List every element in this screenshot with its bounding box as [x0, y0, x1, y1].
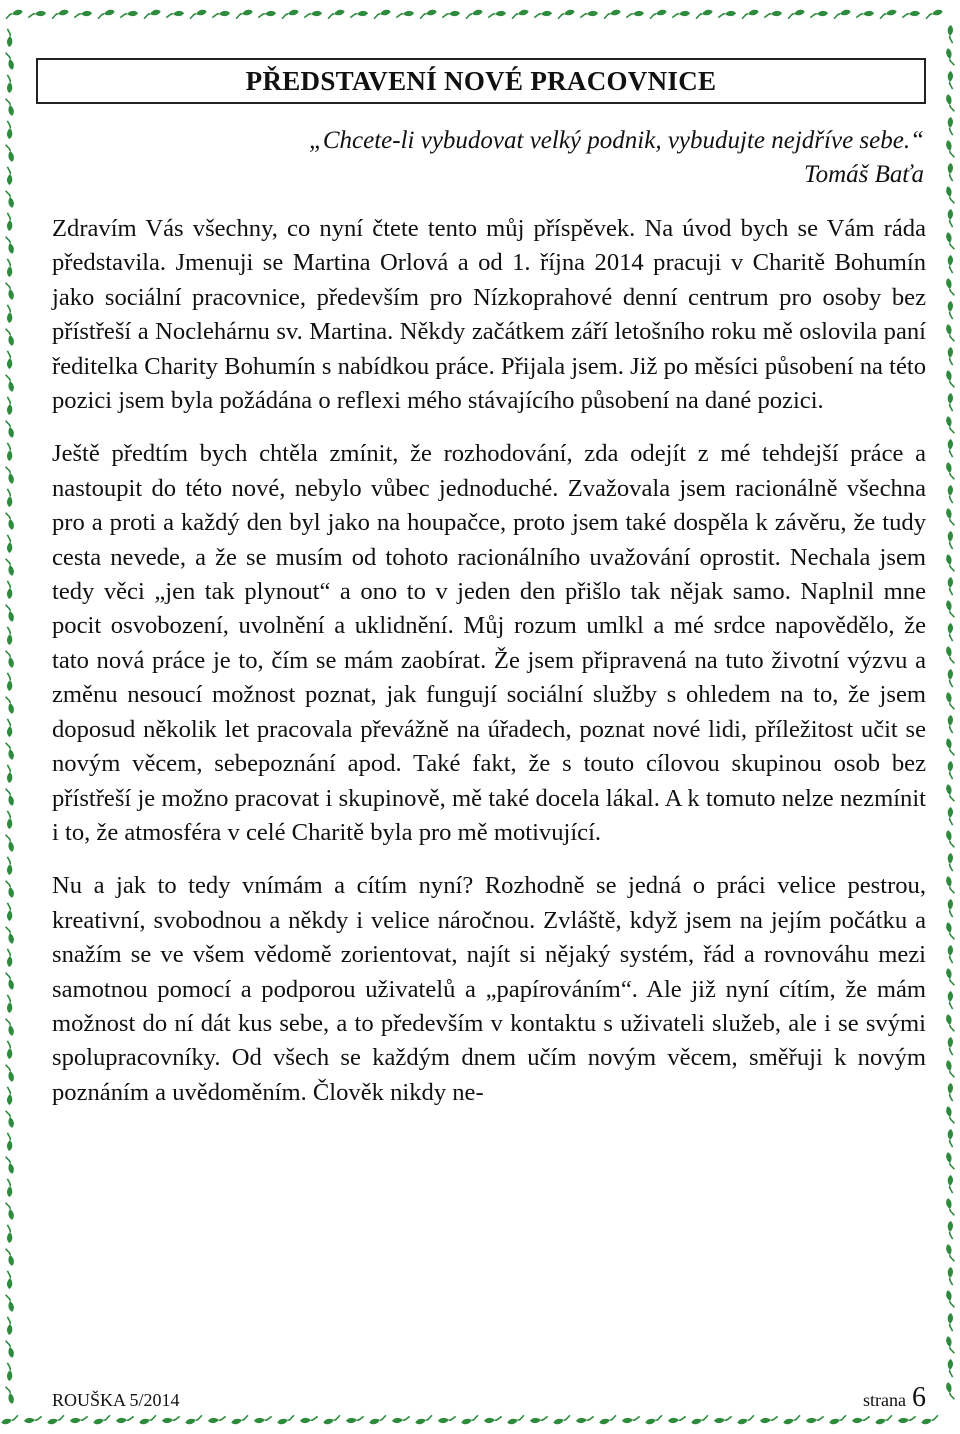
vine-leaf [6, 259, 13, 277]
vine-leaf [6, 443, 13, 461]
vine-leaf [557, 9, 576, 19]
article [52, 58, 926, 1110]
vine-leaf [947, 393, 954, 411]
vine-leaf [6, 581, 13, 599]
vine-leaf [945, 278, 954, 297]
vine-leaf [97, 9, 116, 19]
vine-leaf [6, 1363, 13, 1381]
vine-leaf [534, 10, 552, 17]
vine-leaf [947, 485, 954, 503]
vine-leaf [945, 508, 954, 527]
vine-leaf [258, 10, 276, 17]
vine-leaf [947, 945, 954, 963]
vine-leaf [507, 1415, 526, 1425]
vine-leaf [143, 9, 162, 19]
vine-leaf [6, 719, 13, 737]
vine-leaf [945, 1152, 954, 1171]
vine-leaf [74, 10, 92, 17]
vine-leaf [51, 9, 70, 19]
vine-leaf [6, 1202, 15, 1221]
page-label: strana [863, 1390, 906, 1410]
vine-leaf [945, 186, 954, 205]
vine-leaf [945, 922, 954, 941]
vine-leaf [947, 531, 954, 549]
vine-leaf [947, 1037, 954, 1055]
vine-leaf [6, 1317, 13, 1335]
vine-leaf [6, 305, 13, 323]
vine-leaf [6, 75, 13, 93]
vine-leaf [856, 10, 874, 17]
vine-leaf [6, 1225, 13, 1243]
vine-leaf [947, 1083, 954, 1101]
vine-leaf [484, 1416, 502, 1423]
vine-leaf [945, 830, 954, 849]
motto [52, 124, 926, 192]
vine-leaf [649, 9, 668, 19]
vine-leaf [945, 554, 954, 573]
motto-quote: „Chcete-li vybudovat velký podnik, vybudujte nejdříve sebe.“ [308, 127, 924, 154]
vine-leaf [6, 627, 13, 645]
vine-leaf [691, 1415, 710, 1425]
vine-leaf [947, 1267, 954, 1285]
vine-leaf [6, 742, 15, 761]
vine-leaf [47, 1415, 66, 1425]
vine-leaf [235, 9, 254, 19]
vine-leaf [6, 604, 15, 623]
vine-leaf [902, 10, 920, 17]
vine-leaf [189, 9, 208, 19]
vine-leaf [530, 1416, 548, 1423]
vine-leaf [6, 1064, 15, 1083]
vine-leaf [6, 236, 15, 255]
vine-leaf [714, 1416, 732, 1423]
vine-leaf [139, 1415, 158, 1425]
page-number: 6 [912, 1382, 926, 1413]
vine-leaf [947, 71, 954, 89]
vine-leaf [622, 1416, 640, 1423]
vine-leaf [511, 9, 530, 19]
vine-leaf [925, 9, 944, 19]
vine-leaf [28, 10, 46, 17]
vine-leaf [6, 1018, 15, 1037]
vine-leaf [6, 811, 13, 829]
vine-leaf [6, 1294, 15, 1313]
vine-leaf [373, 9, 392, 19]
vine-leaf [580, 10, 598, 17]
vine-leaf [6, 52, 15, 71]
vine-leaf [626, 10, 644, 17]
vine-leaf [810, 10, 828, 17]
vine-leaf [93, 1415, 112, 1425]
vine-leaf [945, 876, 954, 895]
vine-leaf [668, 1416, 686, 1423]
vine-leaf [764, 10, 782, 17]
vine-leaf [6, 1271, 13, 1289]
vine-leaf [945, 784, 954, 803]
vine-leaf [5, 9, 24, 19]
vine-leaf [945, 370, 954, 389]
vine-leaf [852, 1416, 870, 1423]
vine-leaf [6, 512, 15, 531]
vine-leaf [576, 1416, 594, 1423]
vine-leaf [947, 807, 954, 825]
vine-leaf [6, 650, 15, 669]
vine-leaf [945, 1060, 954, 1079]
vine-leaf [323, 1415, 342, 1425]
vine-leaf [438, 1416, 456, 1423]
vine-leaf [945, 646, 954, 665]
vine-leaf [945, 1014, 954, 1033]
vine-leaf [945, 1290, 954, 1309]
vine-leaf [6, 1248, 15, 1267]
vine-leaf [947, 715, 954, 733]
vine-leaf [6, 880, 15, 899]
vine-leaf [6, 121, 13, 139]
vine-leaf [947, 347, 954, 365]
vine-leaf [6, 98, 15, 117]
vine-leaf [829, 1415, 848, 1425]
vine-leaf [6, 328, 15, 347]
article-title: PŘEDSTAVENÍ NOVÉ PRACOVNICE [36, 58, 926, 104]
vine-leaf [281, 9, 300, 19]
vine-leaf [6, 788, 15, 807]
vine-leaf [6, 535, 13, 553]
vine-leaf [6, 834, 15, 853]
vine-leaf [947, 761, 954, 779]
vine-leaf [6, 1133, 13, 1151]
vine-leaf [947, 301, 954, 319]
vine-leaf [947, 439, 954, 457]
vine-leaf [879, 9, 898, 19]
vine-leaf [945, 140, 954, 159]
vine-leaf [945, 600, 954, 619]
vine-leaf [6, 926, 15, 945]
vine-leaf [898, 1416, 916, 1423]
vine-leaf [741, 9, 760, 19]
vine-leaf [945, 94, 954, 113]
vine-leaf [945, 416, 954, 435]
vine-leaf [6, 167, 13, 185]
vine-leaf [947, 117, 954, 135]
vine-leaf [645, 1415, 664, 1425]
vine-leaf [945, 1106, 954, 1125]
vine-leaf [945, 1198, 954, 1217]
vine-leaf [945, 232, 954, 251]
vine-leaf [945, 1382, 954, 1401]
vine-leaf [6, 1386, 15, 1405]
vine-leaf [553, 1415, 572, 1425]
vine-leaf [6, 765, 13, 783]
vine-leaf [875, 1415, 894, 1425]
vine-leaf [6, 558, 15, 577]
vine-leaf [806, 1416, 824, 1423]
vine-leaf [116, 1416, 134, 1423]
vine-leaf [419, 9, 438, 19]
vine-leaf [6, 1156, 15, 1175]
vine-leaf [277, 1415, 296, 1425]
vine-leaf [947, 623, 954, 641]
vine-leaf [415, 1415, 434, 1425]
vine-leaf [212, 10, 230, 17]
vine-leaf [921, 1415, 940, 1425]
page-footer [52, 1382, 926, 1414]
vine-leaf [6, 489, 13, 507]
vine-leaf [6, 1041, 13, 1059]
vine-leaf [947, 163, 954, 181]
vine-leaf [6, 673, 13, 691]
publication-name: ROUŠKA 5/2014 [52, 1390, 180, 1410]
vine-leaf [442, 10, 460, 17]
vine-leaf [6, 29, 13, 47]
vine-leaf [6, 420, 15, 439]
vine-leaf [185, 1415, 204, 1425]
vine-leaf [6, 374, 15, 393]
page-indicator [863, 1382, 926, 1414]
vine-leaf [6, 949, 13, 967]
vine-leaf [300, 1416, 318, 1423]
vine-leaf [6, 903, 13, 921]
vine-leaf [945, 692, 954, 711]
vine-leaf [346, 1416, 364, 1423]
vine-leaf [6, 972, 15, 991]
vine-leaf [695, 9, 714, 19]
vine-leaf [6, 696, 15, 715]
vine-leaf [945, 324, 954, 343]
vine-leaf [6, 1340, 15, 1359]
vine-leaf [945, 48, 954, 67]
vine-leaf [6, 857, 13, 875]
vine-leaf [6, 144, 15, 163]
vine-leaf [945, 738, 954, 757]
vine-leaf [6, 282, 15, 301]
vine-leaf [947, 25, 954, 43]
vine-leaf [120, 10, 138, 17]
vine-leaf [599, 1415, 618, 1425]
vine-leaf [783, 1415, 802, 1425]
vine-leaf [327, 9, 346, 19]
vine-leaf [231, 1415, 250, 1425]
vine-leaf [947, 255, 954, 273]
paragraph-decision: Ještě předtím bych chtěla zmínit, že rozhodování, zda odejít z mé tehdejší práce a nastoupit do této nové, nebylo vůbec jednoduché. Zvažovala jsem racionálně všechna pro a proti a každý den byl jako na houpačce, proto jsem také dospěla k závěru, že tudy cesta nevede, a že se musím od tohoto racionálního uvažování oprostit. Nechala jsem tedy věci „jen tak plynout“ a ono to v jeden den přišlo tak nějak samo. Naplnil mne pocit osvobození, uvolnění a uklidnění. Můj rozum umlkl a mé srdce napovědělo, že tato nová práce je to, čím se mám zaobírat. Že jsem připravená na tuto životní výzvu a změnu nesoucí možnost poznat, jak fungují sociální služby s ohledem na to, že jsem doposud několik let pracovala převážně na úřadech, poznat nové lidi, příležitost učit se novým věcem, sebepoznání apod. Také fakt, že s touto cílovou skupinou osob bez přístřeší je možno pracovat i skupinově, mě také docela lákal. A k tomuto nelze nezmínit i to, že atmosféra v celé Charitě byla pro mě motivující. [52, 440, 926, 846]
vine-leaf [947, 1129, 954, 1147]
vine-leaf [208, 1416, 226, 1423]
vine-leaf [787, 9, 806, 19]
paragraph-intro: Zdravím Vás všechny, co nyní čtete tento můj příspěvek. Na úvod bych se Vám ráda představila. Jmenuji se Martina Orlová a od 1. října 2014 pracuji v Charitě Bohumín jako sociální pracovnice, především pro Nízkoprahové denní centrum pro osoby bez přístřeší a Noclehárnu sv. Martina. Někdy začátkem září letošního roku mě oslovila paní ředitelka Charity Bohumín s nabídkou práce. Přijala jsem. Již po měsíci působení na této pozici jsem byla požádána o reflexi mého stávajícího působení na dané pozici. [52, 215, 926, 415]
vine-leaf [166, 10, 184, 17]
vine-leaf [945, 462, 954, 481]
vine-leaf [945, 1244, 954, 1263]
vine-leaf [6, 213, 13, 231]
vine-leaf [947, 669, 954, 687]
vine-leaf [350, 10, 368, 17]
vine-leaf [947, 1313, 954, 1331]
vine-leaf [6, 1179, 13, 1197]
vine-leaf [70, 1416, 88, 1423]
vine-leaf [760, 1416, 778, 1423]
vine-leaf [461, 1415, 480, 1425]
vine-leaf [254, 1416, 272, 1423]
vine-leaf [737, 1415, 756, 1425]
paragraph-present: Nu a jak to tedy vnímám a cítím nyní? Rozhodně se jedná o práci velice pestrou, kreativní, svobodnou a někdy i velice náročnou. Zvláště, když jsem na jejím počátku a snažím se ve všem vědomě zorientovat, najít si nějaký systém, řád a rovnováhu mezi samotnou pomocí a podporou uživatelů a „papírováním“. Ale již nyní cítím, že mám možnost do ní dát kus sebe, a to především v kontaktu s uživateli služeb, ale i se svými spolupracovníky. Od všech se každým dnem učím novým věcem, směřuji k novým poznáním a uvědoměním. Člověk nikdy ne- [52, 872, 926, 1106]
vine-leaf [672, 10, 690, 17]
vine-leaf [304, 10, 322, 17]
vine-leaf [947, 899, 954, 917]
vine-leaf [465, 9, 484, 19]
vine-leaf [6, 1087, 13, 1105]
vine-leaf [6, 351, 13, 369]
vine-leaf [947, 991, 954, 1009]
vine-leaf [947, 577, 954, 595]
vine-leaf [6, 190, 15, 209]
vine-leaf [162, 1416, 180, 1423]
vine-leaf [1, 1415, 20, 1425]
vine-leaf [947, 1221, 954, 1239]
vine-leaf [488, 10, 506, 17]
vine-leaf [603, 9, 622, 19]
vine-leaf [24, 1416, 42, 1423]
vine-leaf [6, 995, 13, 1013]
vine-leaf [945, 968, 954, 987]
vine-leaf [947, 209, 954, 227]
vine-leaf [6, 397, 13, 415]
vine-leaf [718, 10, 736, 17]
vine-leaf [947, 1359, 954, 1377]
vine-leaf [833, 9, 852, 19]
vine-leaf [369, 1415, 388, 1425]
vine-leaf [6, 466, 15, 485]
vine-leaf [6, 1110, 15, 1129]
vine-leaf [392, 1416, 410, 1423]
vine-leaf [396, 10, 414, 17]
motto-author: Tomáš Baťa [803, 161, 924, 188]
vine-leaf [947, 853, 954, 871]
vine-leaf [947, 1175, 954, 1193]
vine-leaf [945, 1336, 954, 1355]
